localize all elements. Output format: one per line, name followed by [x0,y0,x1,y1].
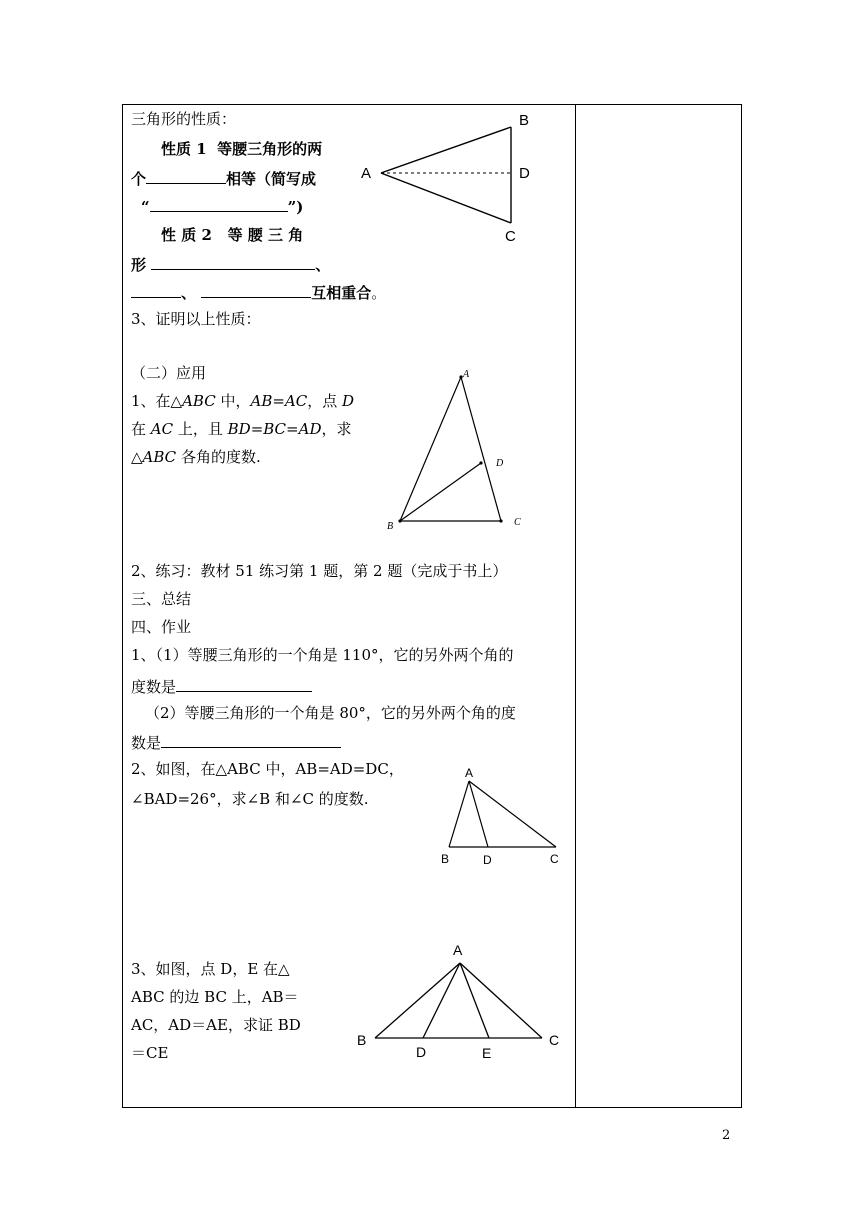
lesson-table [122,104,742,1108]
label-b: B [387,521,394,532]
text: ，求 [321,420,352,438]
label-a: A [465,766,474,780]
property-1-line3 [141,195,303,217]
quote-close: ”) [287,198,304,216]
property-2-line3 [131,281,386,303]
side-ab [449,781,469,847]
isosceles-figure-1 [353,105,533,245]
proof-line: 3、证明以上性质： [131,310,261,328]
point-b [398,519,401,522]
blank-field[interactable] [151,253,315,270]
text: 中， [215,392,251,410]
hw1-sub2-line1: （2）等腰三角形的一个角是 80°，它的另外两个角的度 [145,704,516,722]
hw1-sub2-line2 [131,731,341,753]
text: 各角的度数. [176,448,261,466]
hw3-line4: ＝CE [131,1044,169,1062]
segment-ad [469,781,488,847]
label-a: A [361,165,372,182]
blank-field[interactable] [150,195,288,212]
blank-field[interactable] [146,167,226,184]
label-c: C [550,852,559,866]
property-1-label: 性质 1 [161,140,207,158]
side-ac [461,377,501,521]
q1-line3 [131,447,261,467]
property-2-text-c: 互相重合 [311,284,372,302]
property-2-text-a: 等 腰 三 角 [227,226,304,244]
side-ab [381,127,511,173]
text: 度数是 [131,678,177,696]
text: BD=BC=AD [227,420,322,438]
label-e: E [482,1045,492,1061]
summary-heading: 三、总结 [131,590,192,608]
hw2-line2: ∠BAD=26°，求∠B 和∠C 的度数. [131,790,369,808]
text: 数是 [131,734,162,752]
segment-ad [423,963,460,1038]
blank-field[interactable] [176,675,312,692]
hw3-line2: ABC 的边 BC 上，AB＝ [131,988,299,1006]
segment-ae [460,963,489,1038]
text: 1、在△ [131,392,183,410]
point-c [499,519,502,522]
period: 。 [371,284,387,302]
property-1-text-a: 等腰三角形的两 [217,140,323,158]
label-b: B [519,112,530,129]
text: ，点 [307,392,343,410]
hw2-line1: 2、如图，在△ABC 中，AB=AD=DC， [131,760,404,778]
triangle-figure-hw3 [351,933,573,1063]
hw3-line1: 3、如图，点 D，E 在△ [131,960,290,978]
point-d [479,461,482,464]
side-ac [460,963,542,1038]
hw1-line2 [131,675,312,697]
text: 在 [131,420,151,438]
property-1-line2 [131,167,316,189]
label-a: A [463,369,470,380]
hw1-line1: 1、（1）等腰三角形的一个角是 110°，它的另外两个角的 [131,646,514,664]
apply-heading: （二）应用 [131,364,207,382]
hw3-line3: AC，AD＝AE，求证 BD [131,1016,301,1034]
label-c: C [505,228,516,245]
property-1-line1 [161,139,322,159]
text: AB=AC [250,392,308,410]
text: ABC [182,392,216,410]
text: △ [131,448,143,466]
label-b: B [441,852,450,866]
triangle-figure-hw2 [433,763,573,873]
label-b: B [357,1032,367,1048]
text: ABC [142,448,177,466]
label-c: C [514,517,521,528]
q1-line2 [131,419,351,439]
label-d: D [519,165,530,182]
properties-heading: 三角形的性质： [131,110,237,128]
property-2-text-b: 形 [131,256,147,274]
label-d: D [483,853,492,867]
property-2-label: 性 质 2 [161,226,212,244]
blank-field[interactable] [201,281,311,298]
side-ac [381,173,511,223]
label-d: D [416,1044,427,1060]
triangle-figure-q1 [383,367,533,537]
blank-field[interactable] [131,281,181,298]
separator: 、 [181,284,197,302]
quote-open: “ [141,198,150,216]
property-1-text-c: 相等（简写成 [226,170,317,188]
text: D [342,392,355,410]
column-divider [575,105,576,1107]
q1-line1 [131,391,354,411]
label-d: D [496,458,504,469]
label-c: C [549,1032,560,1048]
homework-heading: 四、作业 [131,618,192,636]
text: 上，且 [173,420,228,438]
property-2-line2 [131,253,330,275]
side-ac [469,781,556,847]
practice-line: 2、练习：教材 51 练习第 1 题，第 2 题（完成于书上） [131,562,508,580]
side-ab [375,963,460,1038]
blank-field[interactable] [161,731,341,748]
label-a: A [453,942,463,958]
separator: 、 [315,256,331,274]
property-2-line1 [161,225,303,245]
page-number: 2 [722,1128,731,1143]
property-1-text-b: 个 [131,170,147,188]
text: AC [150,420,174,438]
